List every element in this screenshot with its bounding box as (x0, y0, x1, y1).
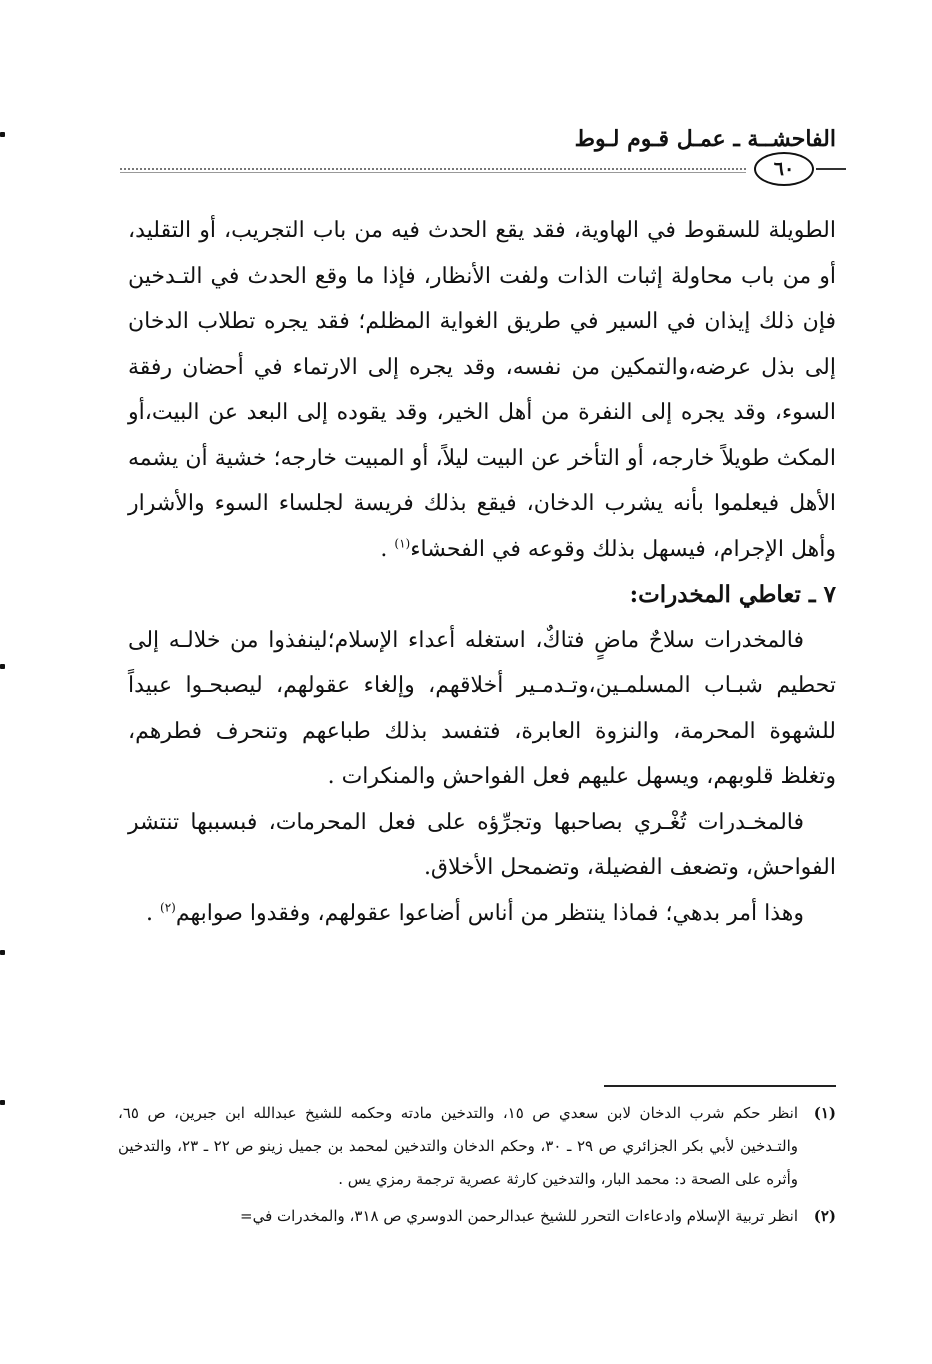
header-rule-solid (120, 172, 746, 173)
scan-edge-mark (0, 664, 5, 669)
paragraph (128, 208, 836, 572)
footnote-reference: (٢) (160, 900, 176, 915)
running-title: الفاحشــة ـ عمـل قـوم لـوط (574, 126, 836, 152)
footnote-text: انظر حكم شرب الدخان لابن سعدي ص ١٥، والتدخين مادته وحكمه للشيخ عبدالله ابن جبرين، ص ٦٥، والتـدخين لأبي بكر الجزائري ص ٢٩ ـ ٣٠، وحكم الدخان والتدخين لمحمد بن جميل زينو ص ٢٢ ـ ٢٣، والتدخين وأثره على الصحة د: محمد البار، والتدخين كارثة عصرية ترجمة رمزي يس . (118, 1104, 799, 1188)
paragraph-text: وهذا أمر بدهي؛ فماذا ينتظر من أناس أضاعوا عقولهم، وفقدوا صوابهم (175, 900, 804, 926)
scan-edge-mark (0, 950, 5, 955)
footnote-separator (604, 1085, 836, 1087)
paragraph (128, 891, 836, 937)
paragraph: فالمخـدرات تُغْـري بصاحبها وتجرِّؤه على فعل المحرمات، فبسببها تنتشر الفواحش، وتضعف الفضيلة، وتضمحل الأخلاق. (128, 809, 836, 880)
footnotes (118, 1097, 836, 1237)
footnote (118, 1097, 836, 1196)
page-number-ornament (816, 168, 846, 170)
header-rule (120, 158, 836, 178)
paragraph-end: . (146, 900, 161, 926)
scan-edge-mark (0, 1100, 5, 1105)
footnote-marker: (١) (813, 1104, 836, 1122)
paragraph: فالمخدرات سلاحٌ ماضٍ فتاكٌ، استغله أعداء الإسلام؛لينفذوا من خلالـه إلى تحطيم شبـاب المسلمـين،وتـدمـير أخلاقهم، وإلغاء عقولهم، ليصبحـوا عبيداً للشهوة المحرمة، والنزوة العابرة، فتفسد بذلك طباعهم وتنحرف فطرهم، وتغلظ قلوبهم، ويسهل عليهم فعل الفواحش والمنكرات . (128, 627, 836, 789)
paragraph-text: الطويلة للسقوط في الهاوية، فقد يقع الحدث فيه من باب التجريب، أو التقليد، أو من باب محاولة إثبات الذات ولفت الأنظار، فإذا ما وقع الحدث في التـدخين فإن ذلك إيذان في السير في طريق الغواية المظلم؛ فقد يجره تطلاب الدخان إلى بذل عرضه،والتمكين من نفسه، وقد يجره إلى الارتماء في أحضان رفقة السوء، وقد يجره إلى النفرة من أهل الخير، وقد يقوده إلى البعد عن البيت،أو المكث طويلاً خارجه، أو التأخر عن البيت ليلاً، أو المبيت خارجه؛ خشية أن يشمه الأهل فيعلموا بأنه يشرب الدخان، فيقع بذلك فريسة لجلساء السوء والأشرار وأهل الإجرام، فيسهل بذلك وقوعه في الفحشاء (128, 218, 837, 562)
footnote-reference: (١) (394, 536, 411, 551)
page-header (120, 122, 836, 182)
footnote (118, 1200, 836, 1233)
header-rule-dotted (120, 168, 746, 170)
paragraph-end: . (380, 536, 395, 562)
scan-edge-mark (0, 132, 5, 137)
footnote-marker: (٢) (813, 1207, 836, 1225)
footnote-text: انظر تربية الإسلام وادعاءات التحرر للشيخ عبدالرحمن الدوسري ص ٣١٨، والمخدرات في= (240, 1207, 798, 1225)
section-heading: ٧ ـ تعاطي المخدرات: (629, 581, 836, 608)
body-text (128, 208, 836, 936)
page-number: ٦٠ (754, 152, 814, 186)
